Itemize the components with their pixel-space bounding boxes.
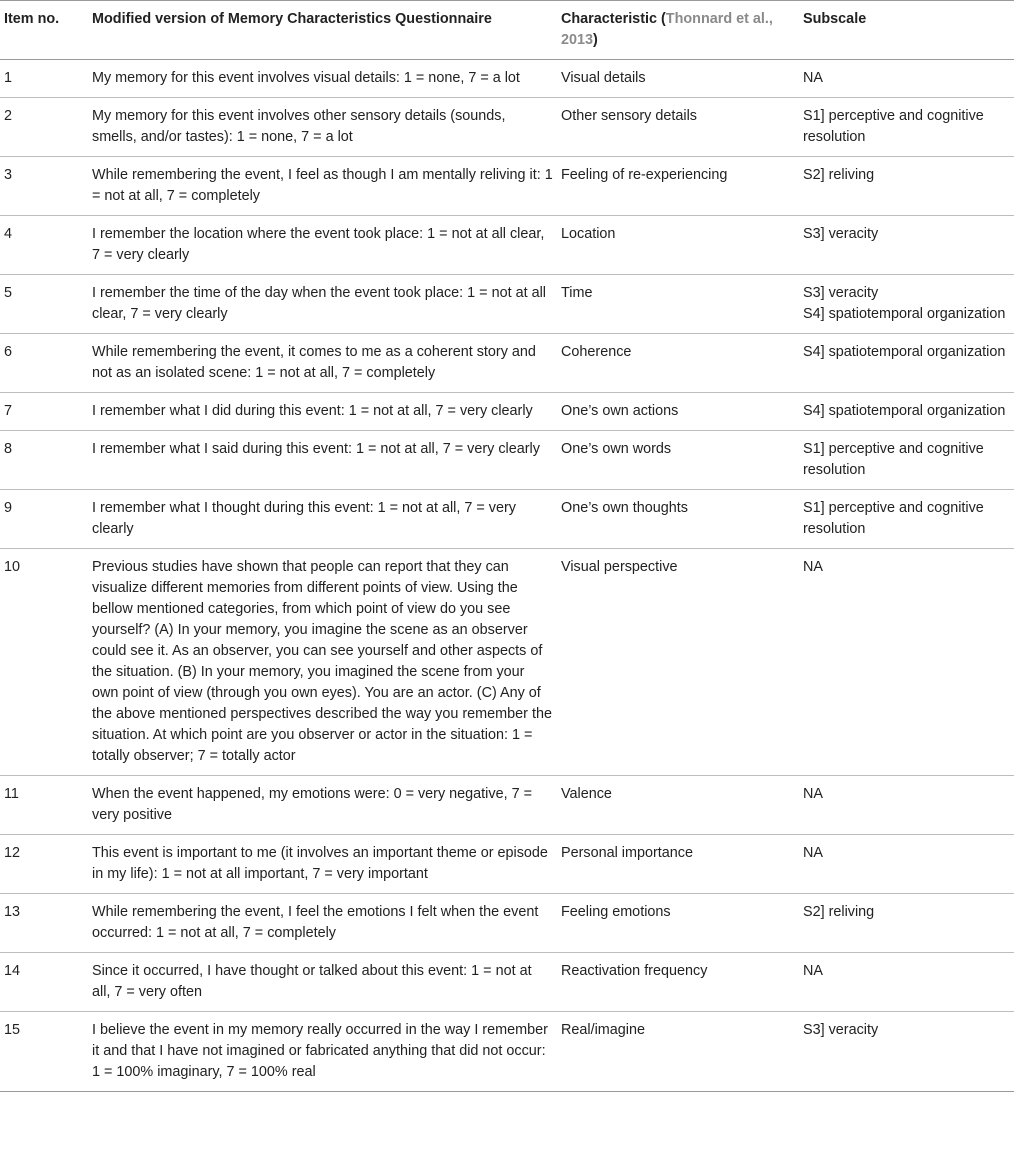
question-cell: I believe the event in my memory really occurred in the way I remember it and that I have not imagined or fabricated anything that did not occur: 1 = 100% imaginary, 7 = 100% real	[88, 1012, 557, 1092]
question-cell: I remember what I did during this event: 1 = not at all, 7 = very clearly	[88, 393, 557, 431]
subscale-entry: S3] veracity	[803, 1022, 879, 1038]
subscale-entry: NA	[803, 963, 823, 979]
subscale-entry: S1] perceptive and cognitive resolution	[803, 441, 984, 478]
item-number-cell: 2	[0, 98, 88, 157]
characteristic-cell: Reactivation frequency	[557, 953, 799, 1012]
table-row	[0, 894, 1014, 953]
subscale-entry: NA	[803, 845, 823, 861]
item-number-cell: 12	[0, 835, 88, 894]
question-cell: While remembering the event, it comes to me as a coherent story and not as an isolated scene: 1 = not at all, 7 = completely	[88, 334, 557, 393]
item-number-cell: 15	[0, 1012, 88, 1092]
question-cell: My memory for this event involves visual details: 1 = none, 7 = a lot	[88, 60, 557, 98]
subscale-cell	[799, 490, 1014, 549]
subscale-cell	[799, 953, 1014, 1012]
characteristic-cell: Coherence	[557, 334, 799, 393]
table-row	[0, 776, 1014, 835]
characteristic-cell: One’s own actions	[557, 393, 799, 431]
question-cell: While remembering the event, I feel the emotions I felt when the event occurred: 1 = not at all, 7 = completely	[88, 894, 557, 953]
item-number-cell: 8	[0, 431, 88, 490]
header-item-no: Item no.	[0, 1, 88, 60]
question-cell: I remember what I thought during this event: 1 = not at all, 7 = very clearly	[88, 490, 557, 549]
table-row	[0, 431, 1014, 490]
header-characteristic-suffix: )	[593, 32, 598, 48]
subscale-cell	[799, 157, 1014, 216]
item-number-cell: 3	[0, 157, 88, 216]
citation-link[interactable]: Thonnard et al., 2013	[561, 11, 773, 48]
subscale-entry: NA	[803, 559, 823, 575]
subscale-entry: S2] reliving	[803, 904, 875, 920]
subscale-cell	[799, 98, 1014, 157]
characteristic-cell: Visual details	[557, 60, 799, 98]
characteristic-cell: Other sensory details	[557, 98, 799, 157]
subscale-cell	[799, 776, 1014, 835]
subscale-cell	[799, 275, 1014, 334]
characteristic-cell: Real/imagine	[557, 1012, 799, 1092]
table-row	[0, 98, 1014, 157]
header-characteristic	[557, 1, 799, 60]
table-row	[0, 393, 1014, 431]
characteristic-cell: Location	[557, 216, 799, 275]
header-subscale: Subscale	[799, 1, 1014, 60]
table-row	[0, 275, 1014, 334]
subscale-cell	[799, 835, 1014, 894]
question-cell: I remember the location where the event took place: 1 = not at all clear, 7 = very clearly	[88, 216, 557, 275]
subscale-cell	[799, 549, 1014, 776]
subscale-cell	[799, 1012, 1014, 1092]
characteristic-cell: Personal importance	[557, 835, 799, 894]
item-number-cell: 11	[0, 776, 88, 835]
item-number-cell: 4	[0, 216, 88, 275]
characteristic-cell: Feeling of re-experiencing	[557, 157, 799, 216]
subscale-cell	[799, 431, 1014, 490]
subscale-cell	[799, 393, 1014, 431]
question-cell: This event is important to me (it involves an important theme or episode in my life): 1 = not at all important, 7 = very important	[88, 835, 557, 894]
subscale-entry: S4] spatiotemporal organization	[803, 306, 1006, 322]
table-header	[0, 1, 1014, 60]
item-number-cell: 14	[0, 953, 88, 1012]
subscale-entry: S3] veracity	[803, 226, 879, 242]
subscale-cell	[799, 216, 1014, 275]
subscale-entry: S3] veracity	[803, 285, 879, 301]
characteristic-cell: Time	[557, 275, 799, 334]
characteristic-cell: One’s own words	[557, 431, 799, 490]
table-row	[0, 835, 1014, 894]
subscale-entry: S1] perceptive and cognitive resolution	[803, 108, 984, 145]
question-cell: While remembering the event, I feel as though I am mentally reliving it: 1 = not at all, 7 = completely	[88, 157, 557, 216]
table-row	[0, 60, 1014, 98]
question-cell: Previous studies have shown that people can report that they can visualize different memories from different points of view. Using the bellow mentioned categories, from which point of view do you see yourself? (A) In your memory, you imagine the scene as an observer could see it. As an observer, you can see yourself and other aspects of the situation. (B) In your memory, you imagined the scene from your own point of view (through you own eyes). You are an actor. (C) Any of the above mentioned perspectives described the way you remember the situation. At which point are you observer or actor in the situation: 1 = totally observer; 7 = totally actor	[88, 549, 557, 776]
subscale-entry: S1] perceptive and cognitive resolution	[803, 500, 984, 537]
item-number-cell: 5	[0, 275, 88, 334]
item-number-cell: 13	[0, 894, 88, 953]
subscale-entry: S4] spatiotemporal organization	[803, 403, 1006, 419]
item-number-cell: 1	[0, 60, 88, 98]
header-question: Modified version of Memory Characteristics Questionnaire	[88, 1, 557, 60]
question-cell: Since it occurred, I have thought or talked about this event: 1 = not at all, 7 = very often	[88, 953, 557, 1012]
characteristic-cell: Valence	[557, 776, 799, 835]
characteristic-cell: Feeling emotions	[557, 894, 799, 953]
header-characteristic-prefix: Characteristic (	[561, 11, 666, 27]
subscale-cell	[799, 894, 1014, 953]
table-row	[0, 549, 1014, 776]
characteristic-cell: One’s own thoughts	[557, 490, 799, 549]
table-row	[0, 490, 1014, 549]
question-cell: When the event happened, my emotions were: 0 = very negative, 7 = very positive	[88, 776, 557, 835]
item-number-cell: 6	[0, 334, 88, 393]
subscale-entry: S4] spatiotemporal organization	[803, 344, 1006, 360]
table-row	[0, 157, 1014, 216]
subscale-cell	[799, 334, 1014, 393]
item-number-cell: 7	[0, 393, 88, 431]
table-body	[0, 60, 1014, 1092]
table-row	[0, 953, 1014, 1012]
subscale-cell	[799, 60, 1014, 98]
question-cell: I remember the time of the day when the event took place: 1 = not at all clear, 7 = very clearly	[88, 275, 557, 334]
question-cell: My memory for this event involves other sensory details (sounds, smells, and/or tastes): 1 = none, 7 = a lot	[88, 98, 557, 157]
question-cell: I remember what I said during this event: 1 = not at all, 7 = very clearly	[88, 431, 557, 490]
table-row	[0, 216, 1014, 275]
header-row	[0, 1, 1014, 60]
item-number-cell: 9	[0, 490, 88, 549]
characteristic-cell: Visual perspective	[557, 549, 799, 776]
subscale-entry: NA	[803, 786, 823, 802]
table-row	[0, 1012, 1014, 1092]
subscale-entry: NA	[803, 70, 823, 86]
table-row	[0, 334, 1014, 393]
item-number-cell: 10	[0, 549, 88, 776]
subscale-entry: S2] reliving	[803, 167, 875, 183]
